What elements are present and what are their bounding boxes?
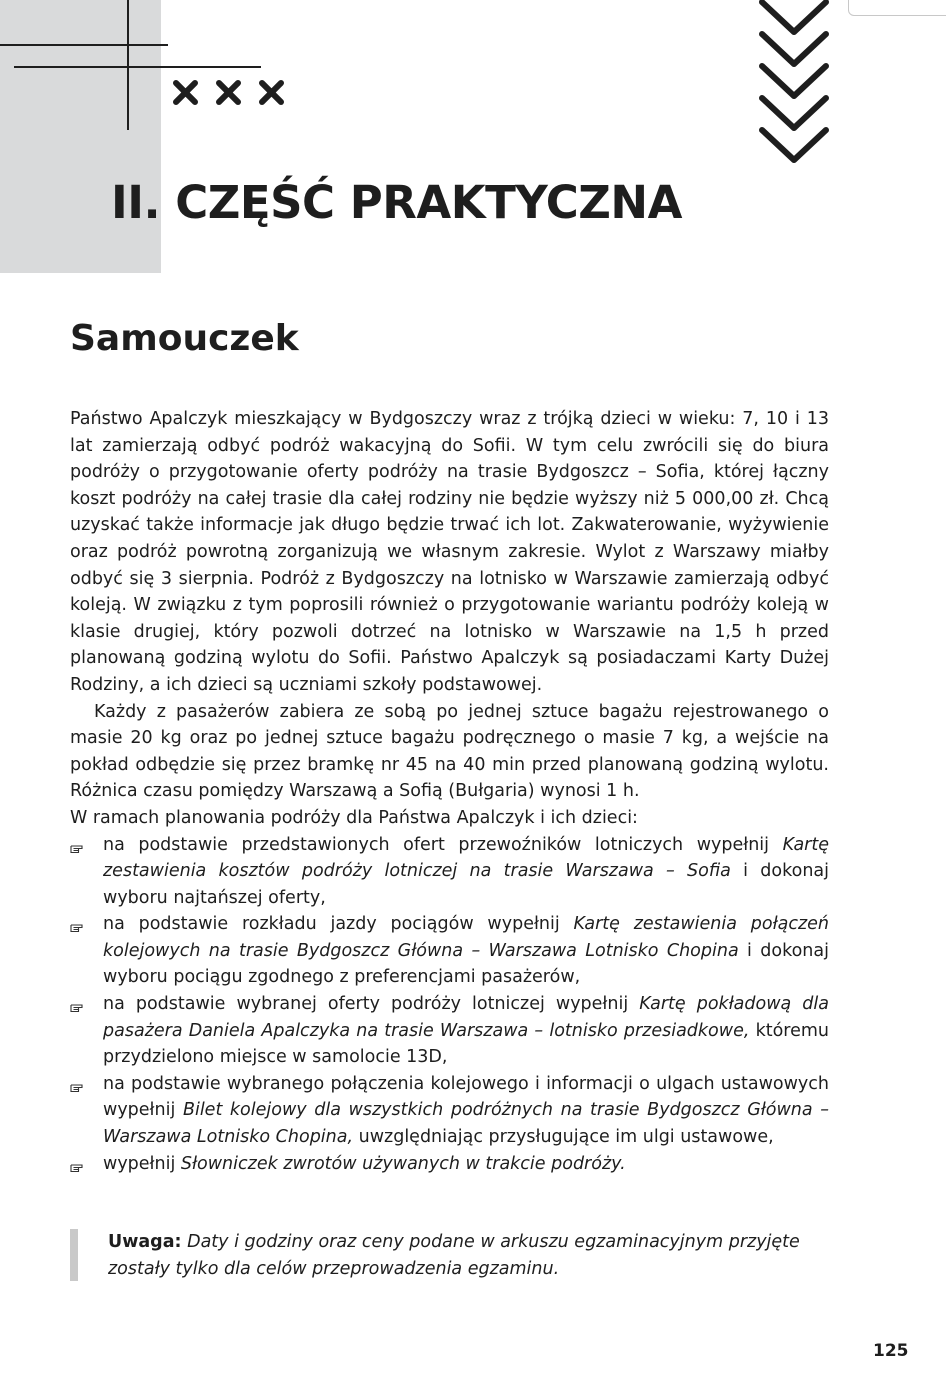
task-item xyxy=(70,911,829,991)
tasks-lead-paragraph: W ramach planowania podróży dla Państwa Apalczyk i ich dzieci: xyxy=(70,807,638,828)
task-text: na podstawie rozkładu jazdy pociągów wypełnij xyxy=(103,914,574,935)
note-box xyxy=(70,1229,829,1281)
note-label: Uwaga: xyxy=(108,1232,182,1252)
intro-paragraph: Państwo Apalczyk mieszkający w Bydgoszczy wraz z trójką dzieci w wieku: 7, 10 i 13 lat zamierzają odbyć podróż wakacyjną do Sofii. W tym celu zwrócili się do biura podróży o przygotowanie oferty podróży na trasie Bydgoszcz – Sofia, której łączny koszt podróży na całej trasie dla całej rodziny nie będzie wyższy niż 5 000,00 zł. Chcą uzyskać także informacje jak długo będzie trwać ich lot. Zakwaterowanie, wyżywienie oraz podróż powrotną zorganizują we własnym zakresie. Wylot z Warszawy miałby odbyć się 3 sierpnia. Podróż z Bydgoszczy na lotnisko w Warszawie zamierzają odbyć koleją. W związku z tym poprosili również o przygotowanie wariantu podróży koleją w klasie drugiej, który pozwoli dotrzeć na lotnisko w Warszawie na 1,5 h przed planowaną godziną wylotu do Sofii. Państwo Apalczyk są posiadaczami Karty Dużej Rodziny, a ich dzieci są uczniami szkoły podstawowej. xyxy=(70,409,829,695)
task-text-end: i dokonaj wyboru pociągu zgodnego z preferencjami pasażerów, xyxy=(103,940,829,988)
body-text xyxy=(70,406,829,1177)
note-body: Daty i godziny oraz ceny podane w arkuszu egzaminacyjnym przyjęte zostały tylko dla celów przeprowadzenia egzaminu. xyxy=(108,1232,800,1279)
header-gray-block xyxy=(0,0,161,273)
task-italic-text: Słowniczek zwrotów używanych w trakcie podróży. xyxy=(180,1153,626,1174)
hand-pointer-icon xyxy=(70,840,86,856)
decor-line-horizontal-bottom xyxy=(14,66,261,68)
section-title: Samouczek xyxy=(70,318,299,359)
task-text: wypełnij xyxy=(103,1153,181,1174)
task-item xyxy=(70,832,829,912)
task-text: na podstawie przedstawionych ofert przewoźników lotniczych wypełnij xyxy=(103,834,783,855)
decor-line-horizontal-top xyxy=(0,44,168,46)
page-tab-corner xyxy=(848,0,946,16)
task-italic-text: Kartę zestawienia połączeń kolejowych na trasie Bydgoszcz Główna – Warszawa Lotnisko Chopina xyxy=(103,914,829,961)
hand-pointer-icon xyxy=(70,919,86,935)
task-item xyxy=(70,1071,829,1151)
page-number: 125 xyxy=(873,1341,909,1361)
task-text: na podstawie wybranego połączenia kolejowego i informacji o ulgach ustawowych wypełnij xyxy=(103,1073,829,1121)
three-x-marks-icon xyxy=(171,78,286,108)
chevrons-down-icon xyxy=(756,0,832,178)
task-italic-text: Kartę pokładową dla pasażera Daniela Apalczyka na trasie Warszawa – lotnisko przesiadkowe, xyxy=(103,994,829,1041)
task-text-end: któremu przydzielono miejsce w samolocie 13D, xyxy=(103,1020,829,1068)
chapter-title: II. CZĘŚĆ PRAKTYCZNA xyxy=(111,176,682,229)
hand-pointer-icon xyxy=(70,1079,86,1095)
task-text-end: i dokonaj wyboru najtańszej oferty, xyxy=(103,861,829,908)
task-italic-text: Bilet kolejowy dla wszystkich podróżnych na trasie Bydgoszcz Główna – Warszawa Lotnisko Chopina, xyxy=(103,1100,829,1148)
task-item xyxy=(70,1151,829,1178)
task-italic-text: Kartę zestawienia kosztów podróży lotniczej na trasie Warszawa – Sofia xyxy=(103,834,829,882)
task-text: na podstawie wybranej oferty podróży lotniczej wypełnij xyxy=(103,994,640,1015)
note-accent-bar xyxy=(70,1229,78,1281)
hand-pointer-icon xyxy=(70,999,86,1015)
decor-line-vertical xyxy=(127,0,129,130)
baggage-paragraph: Każdy z pasażerów zabiera ze sobą po jednej sztuce bagażu rejestrowanego o masie 20 kg oraz po jednej sztuce bagażu podręcznego o masie 7 kg, a wejście na pokład odbędzie się przez bramkę nr 45 na 40 min przed planowaną godziną wylotu. Różnica czasu pomiędzy Warszawą a Sofią (Bułgaria) wynosi 1 h. xyxy=(70,701,829,802)
task-text-end: uwzględniając przysługujące im ulgi ustawowe, xyxy=(353,1127,774,1148)
task-item xyxy=(70,991,829,1071)
hand-pointer-icon xyxy=(70,1159,86,1175)
task-list xyxy=(70,832,829,1178)
note-text xyxy=(108,1229,829,1282)
